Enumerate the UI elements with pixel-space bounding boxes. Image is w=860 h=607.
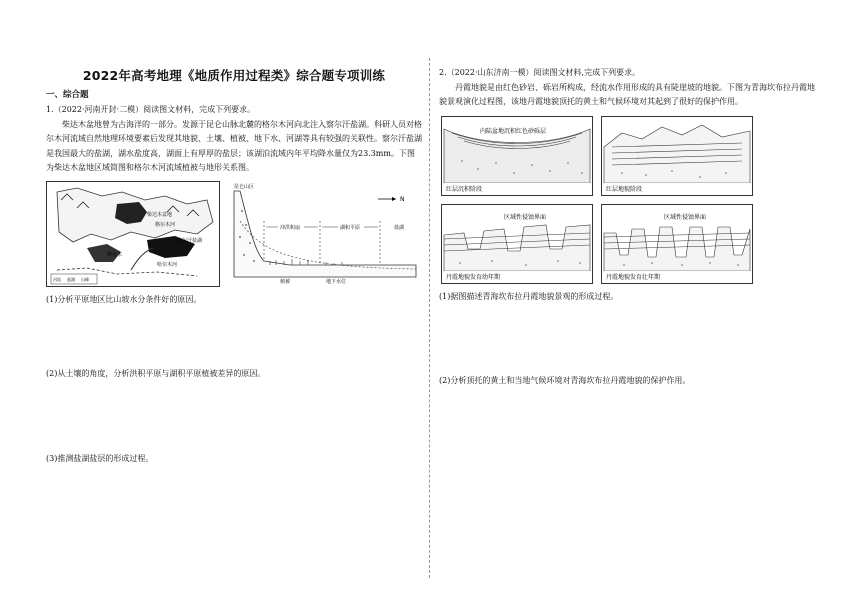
document-title: 2022年高考地理《地质作用过程类》综合题专项训练 — [82, 68, 386, 83]
q2-sub1: (1)据图描述青海坎布拉丹霞地貌景观的形成过程。 — [439, 291, 619, 301]
q2-answer-space-1 — [439, 304, 819, 374]
profile-saltlake-label: 盐湖 — [394, 224, 405, 231]
profile-legend-water: 地下水位 — [326, 278, 347, 285]
danxia-panel-2 — [601, 116, 753, 196]
right-column — [439, 66, 819, 389]
map-label-saltlake: 察尔汗盐湖 — [177, 237, 203, 244]
q1-header: 1.（2022·河南开封·二模）阅读图文材料，完成下列要求。 — [46, 105, 256, 114]
map-label-river2: 哈尔木河 — [157, 261, 178, 268]
panel1-caption: 红层沉积阶段 — [446, 185, 483, 193]
vegetation-terrain-profile — [230, 181, 420, 285]
map-label-river: 格尔木河 — [155, 221, 176, 228]
danxia-evolution-diagram — [441, 116, 819, 284]
danxia-panel-4 — [601, 204, 753, 284]
panel1-deposit-label: 内陆盆地沉积红色砂砾层 — [480, 127, 547, 135]
map-legend-lake: 盐湖 — [67, 276, 75, 282]
column-divider — [429, 58, 430, 578]
danxia-panel-1 — [441, 116, 593, 196]
q1-answer-space-1 — [46, 307, 422, 367]
profile-lakeplain-label: 湖积平原 — [340, 224, 361, 231]
map-legend-peak: 山峰 — [81, 276, 89, 282]
panel4-erosion-label: 区域性侵蚀界面 — [664, 213, 707, 221]
profile-legend-veg: 植被 — [280, 278, 291, 285]
q2-header: 2.（2022·山东济南一模）阅读图文材料,完成下列要求。 — [439, 68, 641, 77]
left-column — [46, 66, 422, 466]
section-heading: 一、综合题 — [46, 90, 89, 100]
map-label-city: 格尔木 — [107, 251, 123, 258]
map-legend-river: 河流 — [53, 276, 61, 282]
q2-body: 丹霞地貌是由红色砂岩、砾岩所构成，经流水作用形成的具有陡崖坡的地貌。下图为青海坎布拉丹霞地貌景观演化过程图，该地丹霞地貌顶托的黄土和气候环境对其起到了很好的保护作用。 — [439, 82, 815, 106]
profile-alluvial-label: 冲洪积扇 — [280, 224, 301, 231]
q1-figures — [46, 181, 422, 287]
map-label-basin: 柴达木盆地 — [147, 211, 173, 218]
panel3-erosion-label: 区域性侵蚀界面 — [504, 213, 547, 221]
q1-sub1: (1)分析平原地区比山坡水分条件好的原因。 — [46, 294, 202, 304]
q1-sub2: (2)从土壤的角度，分析洪积平原与湖积平原植被差异的原因。 — [46, 369, 266, 378]
panel3-caption: 丹霞地貌发育幼年期 — [446, 273, 501, 281]
danxia-panel-3 — [441, 204, 593, 284]
q1-body: 柴达木盆地曾为古海洋的一部分。发源于昆仑山脉北麓的格尔木河向北注入察尔汗盐湖。科研人员对格尔木河流域自然地理环境要素后发现其地貌、土壤、植被、地下水、河湖等具有较强的关联性。察尔汗盐湖是我国最大的盐湖，湖水盐度高，湖面上有厚厚的盐层；该湖泊流域内年平均降水量仅为23.3mm。下图为柴达木盆地区域简图和格尔木河流域植被与地形关系图。 — [46, 119, 422, 172]
q2-sub2: (2)分析顶托的黄土和当地气候环境对青海坎布拉丹霞地貌的保护作用。 — [439, 376, 691, 385]
panel4-caption: 丹霞地貌发育壮年期 — [606, 273, 661, 281]
q1-sub3: (3)推测盐湖盐层的形成过程。 — [46, 453, 154, 463]
profile-north-label: N — [400, 195, 405, 203]
profile-mountain-label: 昆仑山区 — [234, 183, 255, 190]
qaidam-basin-map — [46, 181, 220, 287]
q1-answer-space-2 — [46, 382, 422, 452]
panel2-caption: 红层地貌阶段 — [606, 185, 643, 193]
